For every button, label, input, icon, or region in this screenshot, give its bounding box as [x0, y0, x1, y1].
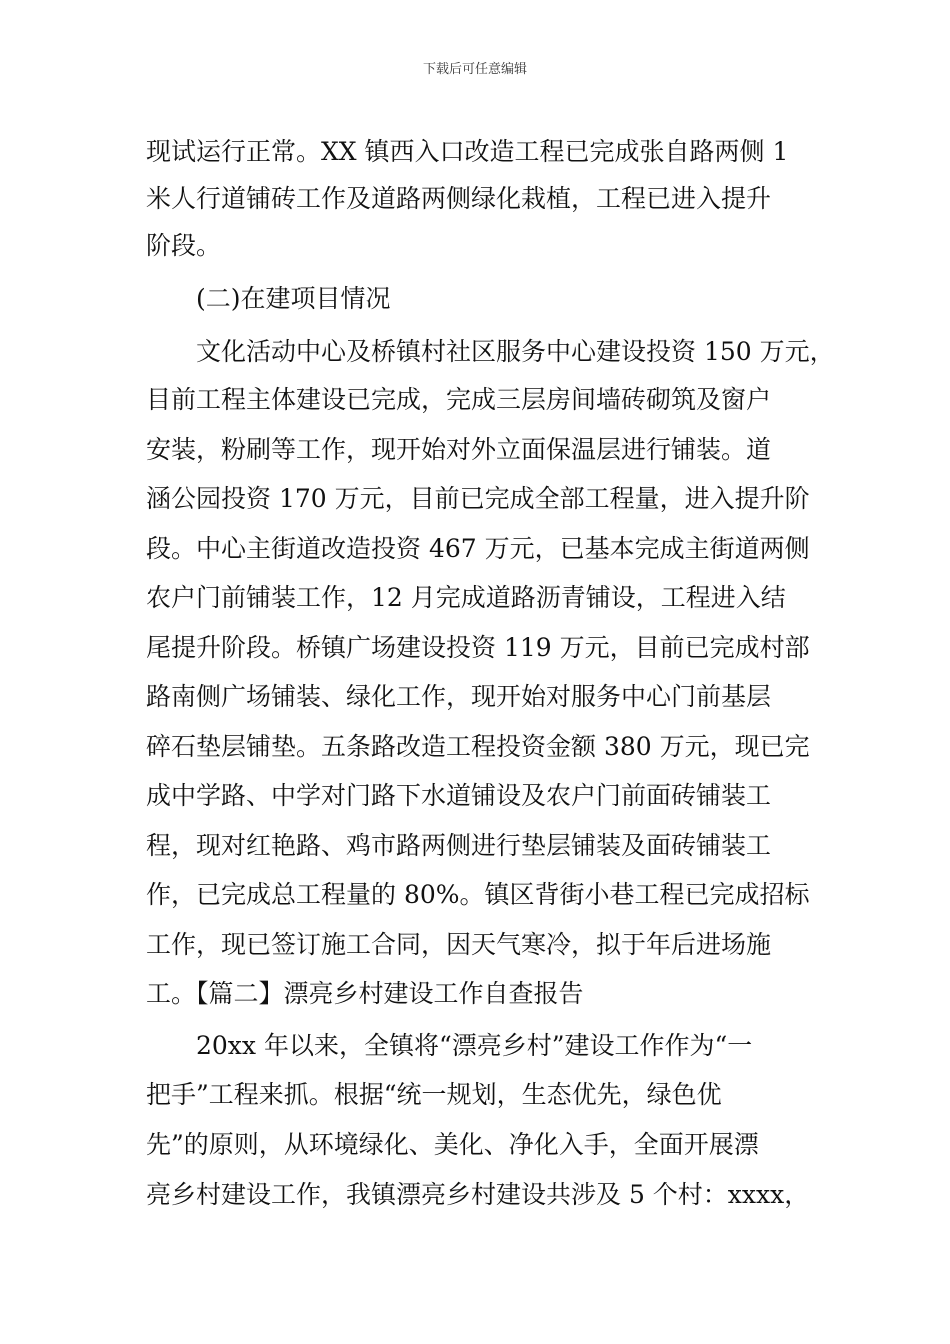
text-line: 段。中心主街道改造投资 467 万元，已基本完成主街道两侧 — [146, 534, 810, 563]
text-line: 程，现对红艳路、鸡市路两侧进行垫层铺装及面砖铺装工 — [146, 831, 772, 860]
text-line: 碎石垫层铺垫。五条路改造工程投资金额 380 万元，现已完 — [146, 732, 810, 761]
text-line: 目前工程主体建设已完成，完成三层房间墙砖砌筑及窗户 — [146, 385, 772, 414]
text-line: 成中学路、中学对门路下水道铺设及农户门前面砖铺装工 — [146, 781, 772, 810]
text-line: 涵公园投资 170 万元，目前已完成全部工程量，进入提升阶 — [146, 484, 810, 513]
section-heading: (二)在建项目情况 — [196, 284, 391, 313]
text-line: 把手”工程来抓。根据“统一规划，生态优先，绿色优 — [146, 1080, 722, 1109]
text-line: 农户门前铺装工作，12 月完成道路沥青铺设，工程进入结 — [146, 583, 786, 612]
text-line: 20xx 年以来，全镇将“漂亮乡村”建设工作作为“一 — [196, 1031, 753, 1060]
text-line: 作，已完成总工程量的 80%。镇区背街小巷工程已完成招标 — [146, 880, 810, 909]
text-line: 米人行道铺砖工作及道路两侧绿化栽植，工程已进入提升 — [146, 184, 772, 213]
text-line: 安装，粉刷等工作，现开始对外立面保温层进行铺装。道 — [146, 435, 772, 464]
text-line: 亮乡村建设工作，我镇漂亮乡村建设共涉及 5 个村：xxxx， — [146, 1180, 810, 1209]
text-line: 文化活动中心及桥镇村社区服务中心建设投资 150 万元， — [196, 337, 835, 366]
text-line: 工。【篇二】漂亮乡村建设工作自查报告 — [146, 979, 584, 1008]
text-line: 路南侧广场铺装、绿化工作，现开始对服务中心门前基层 — [146, 682, 772, 711]
text-line: 尾提升阶段。桥镇广场建设投资 119 万元，目前已完成村部 — [146, 633, 810, 662]
page-header: 下载后可任意编辑 — [422, 62, 527, 77]
text-line: 先”的原则，从环境绿化、美化、净化入手，全面开展漂 — [146, 1130, 759, 1159]
text-line: 现试运行正常。XX 镇西入口改造工程已完成张自路两侧 1 — [146, 137, 789, 166]
text-line: 阶段。 — [146, 231, 222, 260]
text-line: 工作，现已签订施工合同，因天气寒冷，拟于年后进场施 — [146, 930, 772, 959]
